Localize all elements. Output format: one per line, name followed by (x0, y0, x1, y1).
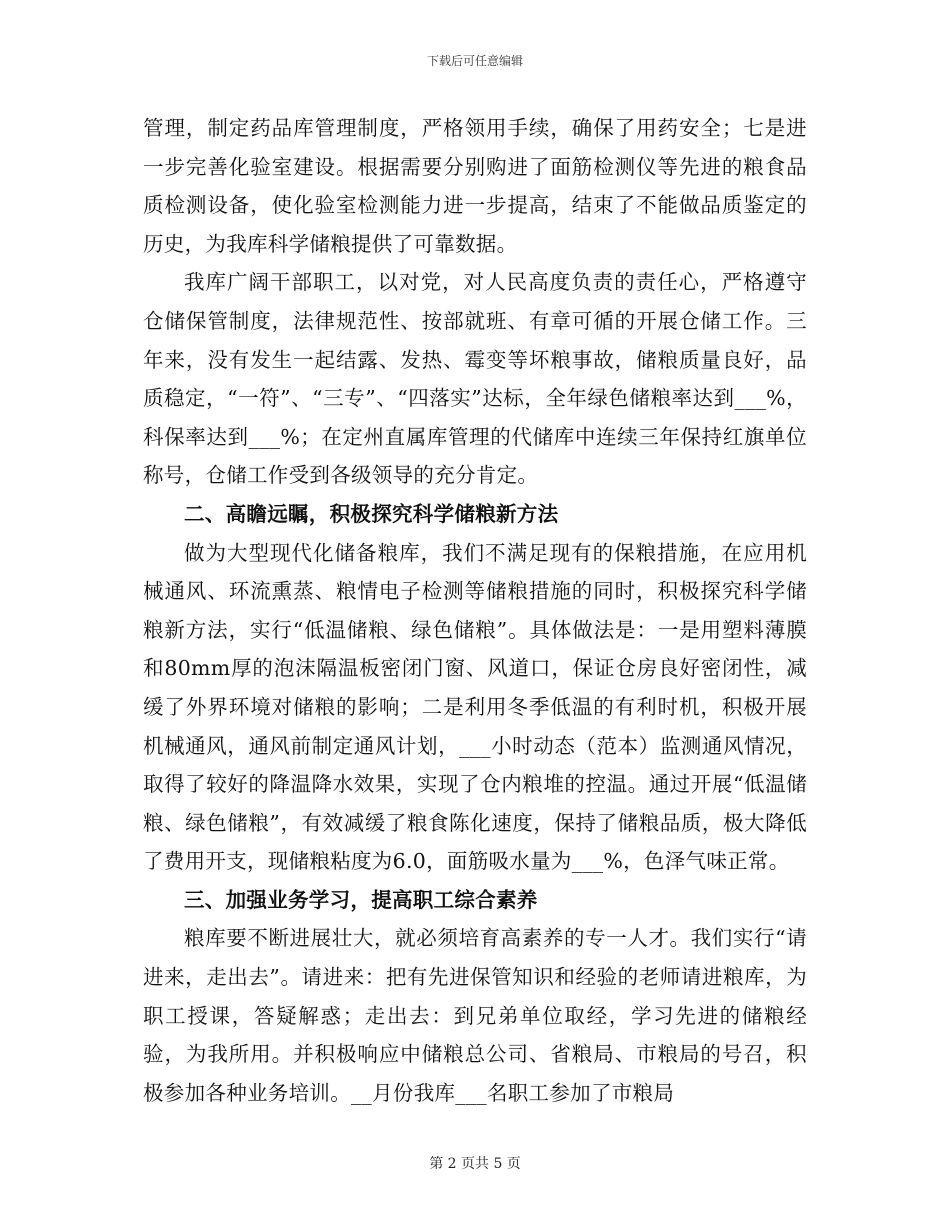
paragraph-4: 粮库要不断进展壮大，就必须培育高素养的专一人才。我们实行“请进来，走出去”。请进来：把有先进保管知识和经验的老师请进粮库，为职工授课，答疑解惑；走出去：到兄弟单位取经，学习先进的储粮经验，为我所用。并积极响应中储粮总公司、省粮局、市粮局的号召，积极参加各种业务培训。__月份我库___名职工参加了市粮局 (143, 926, 807, 1105)
page-header: 下载后可任意编辑 (426, 54, 523, 68)
section-heading-2: 二、高瞻远瞩，积极探究科学储粮新方法 (184, 501, 559, 526)
document-body (143, 109, 807, 1112)
paragraph-1: 管理，制定药品库管理制度，严格领用手续，确保了用药安全；七是进一步完善化验室建设。根据需要分别购进了面筋检测仪等先进的粮食品质检测设备，使化验室检测能力进一步提高，结束了不能做品质鉴定的历史，为我库科学储粮提供了可靠数据。 (143, 116, 807, 256)
section-heading-3: 三、加强业务学习，提高职工综合素养 (184, 887, 538, 912)
paragraph-2: 我库广阔干部职工，以对党，对人民高度负责的责任心，严格遵守仓储保管制度，法律规范性、按部就班、有章可循的开展仓储工作。三年来，没有发生一起结露、发热、霉变等坏粮事故，储粮质量良好，品质稳定，“一符”、“三专”、“四落实”达标，全年绿色储粮率达到___%，科保率达到___%；在定州直属库管理的代储库中连续三年保持红旗单位称号，仓储工作受到各级领导的充分肯定。 (143, 270, 807, 488)
paragraph-3: 做为大型现代化储备粮库，我们不满足现有的保粮措施，在应用机械通风、环流熏蒸、粮情电子检测等储粮措施的同时，积极探究科学储粮新方法，实行“低温储粮、绿色储粮”。具体做法是：一是用塑料薄膜和80mm厚的泡沫隔温板密闭门窗、风道口，保证仓房良好密闭性，减缓了外界环境对储粮的影响；二是利用冬季低温的有利时机，积极开展机械通风，通风前制定通风计划，___小时动态（范本）监测通风情况，取得了较好的降温降水效果，实现了仓内粮堆的控温。通过开展“低温储粮、绿色储粮”，有效减缓了粮食陈化速度，保持了储粮品质，极大降低了费用开支，现储粮粘度为6.0，面筋吸水量为___%，色泽气味正常。 (143, 540, 807, 874)
page-footer: 第 2 页共 5 页 (429, 1156, 521, 1172)
